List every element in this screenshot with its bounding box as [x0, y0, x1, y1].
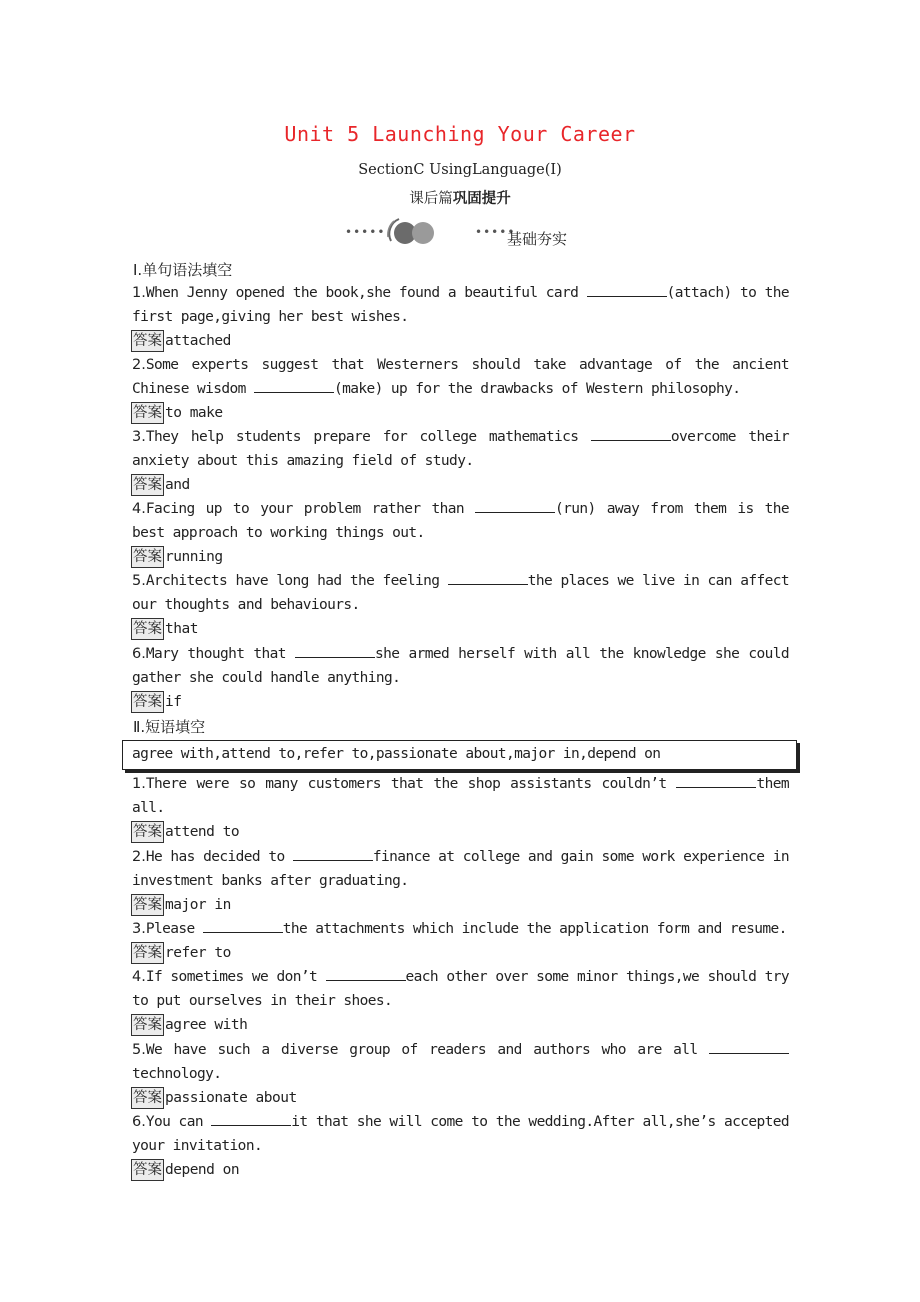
answer-line: 答案 running [131, 546, 223, 568]
question-item: 3.Please the attachments which include the application form and resume. [132, 917, 789, 941]
page-title: Unit 5 Launching Your Career [284, 122, 636, 146]
answer-line: 答案 passionate about [131, 1087, 297, 1109]
answer-tag: 答案 [131, 402, 164, 424]
answer-blank [587, 282, 667, 297]
answer-tag: 答案 [131, 691, 164, 713]
banner-label: 基础夯实 [507, 230, 568, 248]
answer-line: 答案 agree with [131, 1014, 247, 1036]
question-item: 4.If sometimes we don’t each other over some minor things,we should try to put ourselves in their shoes. [132, 965, 789, 1013]
question-item: 5.We have such a diverse group of readers and authors who are all technology. [132, 1038, 789, 1086]
question-item: 1.When Jenny opened the book,she found a beautiful card (attach) to the first page,giving her best wishes. [132, 281, 789, 329]
answer-blank [293, 846, 373, 861]
subsection-prefix: 课后篇 [409, 191, 453, 207]
answer-tag: 答案 [131, 474, 164, 496]
answer-line: 答案 attached [131, 330, 231, 352]
answer-tag: 答案 [131, 821, 164, 843]
word-bank-text: agree with,attend to,refer to,passionate about,major in,depend on [132, 746, 661, 762]
answer-blank [676, 773, 756, 788]
answer-line: 答案 that [131, 618, 198, 640]
answer-line: 答案 refer to [131, 942, 231, 964]
answer-blank [591, 426, 671, 441]
section-title: SectionC UsingLanguage(Ⅰ) [358, 162, 562, 178]
answer-line: 答案 attend to [131, 821, 239, 843]
answer-line: 答案 to make [131, 402, 223, 424]
banner-dots-left: ••••• [345, 225, 386, 239]
question-item: 1.There were so many customers that the shop assistants couldn’t them all. [132, 772, 789, 820]
part2-heading: Ⅱ.短语填空 [133, 718, 206, 736]
answer-tag: 答案 [131, 618, 164, 640]
question-item: 5.Architects have long had the feeling the places we live in can affect our thoughts and behaviours. [132, 569, 789, 617]
answer-tag: 答案 [131, 942, 164, 964]
question-item: 3.They help students prepare for college mathematics overcome their anxiety about this amazing field of study. [132, 425, 789, 473]
answer-blank [475, 498, 555, 513]
answer-blank [709, 1039, 789, 1054]
answer-blank [203, 918, 283, 933]
banner-dots-right: ••••• [475, 225, 516, 239]
answer-tag: 答案 [131, 330, 164, 352]
question-item: 2.Some experts suggest that Westerners should take advantage of the ancient Chinese wisdom (make) up for the drawbacks of Western philosophy. [132, 357, 789, 397]
answer-line: 答案 depend on [131, 1159, 239, 1181]
word-bank-box [122, 740, 797, 770]
answer-blank [211, 1111, 291, 1126]
section-banner [345, 215, 645, 247]
double-circle-icon [385, 215, 437, 247]
answer-blank [295, 643, 375, 658]
subsection-title [0, 187, 920, 208]
answer-tag: 答案 [131, 1087, 164, 1109]
answer-tag: 答案 [131, 1159, 164, 1181]
answer-tag: 答案 [131, 894, 164, 916]
question-item: 4.Facing up to your problem rather than (run) away from them is the best approach to working things out. [132, 497, 789, 545]
question-item: 6.Mary thought that she armed herself with all the knowledge she could gather she could handle anything. [132, 642, 789, 690]
answer-line: 答案 if [131, 691, 181, 713]
answer-line: 答案 major in [131, 894, 231, 916]
answer-tag: 答案 [131, 1014, 164, 1036]
question-item: 6.You can it that she will come to the wedding.After all,she’s accepted your invitation. [132, 1110, 789, 1158]
answer-line: 答案 and [131, 474, 190, 496]
answer-blank [326, 966, 406, 981]
answer-tag: 答案 [131, 546, 164, 568]
answer-blank [448, 570, 528, 585]
part1-heading: Ⅰ.单句语法填空 [133, 261, 233, 279]
answer-blank [254, 378, 334, 393]
subsection-bold: 巩固提升 [452, 191, 511, 207]
question-item: 2.He has decided to finance at college and gain some work experience in investment banks after graduating. [132, 845, 789, 893]
